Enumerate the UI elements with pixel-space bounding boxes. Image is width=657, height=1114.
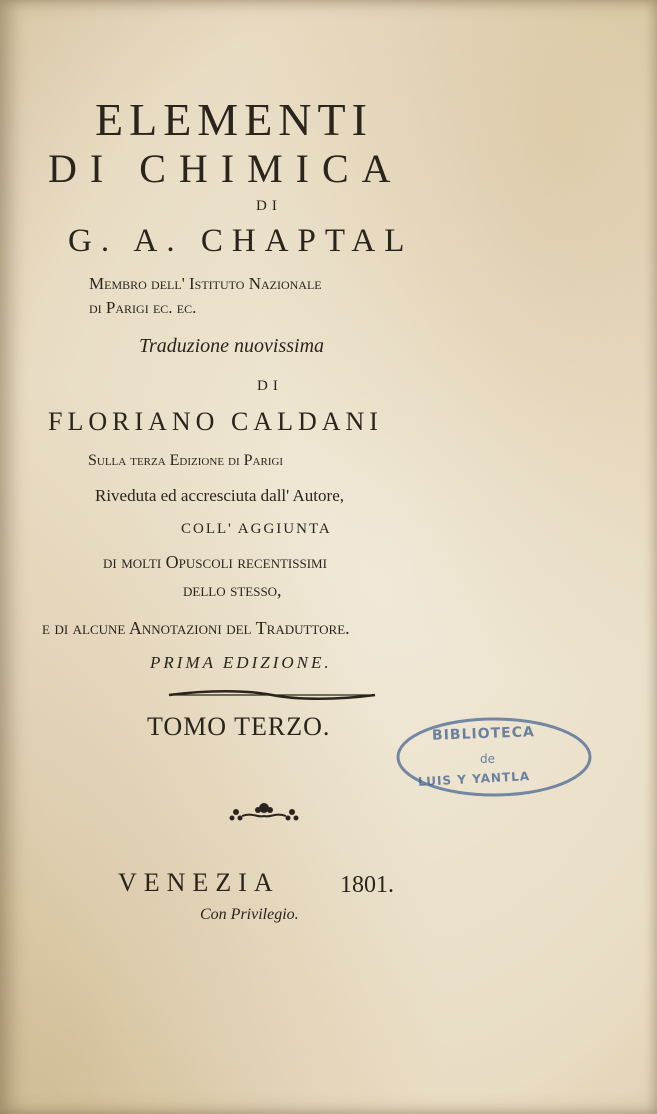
translator-name: FLORIANO CALDANI: [48, 407, 383, 436]
revised-note: Riveduta ed accresciuta dall' Autore,: [95, 486, 344, 505]
author-role-line-2: di Parigi ec. ec.: [89, 298, 197, 317]
imprint-place: VENEZIA: [118, 868, 280, 897]
edition-basis: Sulla terza Edizione di Parigi: [88, 452, 284, 469]
translation-note: Traduzione nuovissima: [139, 335, 325, 357]
stamp-line-3: LUIS Y YANTLA: [417, 769, 531, 789]
ornamental-rule: [167, 688, 377, 702]
addition-heading: COLL' AGGIUNTA: [181, 521, 332, 537]
title-line-2: DI CHIMICA: [48, 146, 404, 191]
title-line-1: ELEMENTI: [95, 94, 373, 145]
by-word-author: DI: [256, 198, 282, 214]
edition-label: PRIMA EDIZIONE.: [150, 653, 332, 672]
volume-label: TOMO TERZO.: [147, 712, 331, 741]
addition-line-1: di molti Opuscoli recentissimi: [103, 552, 327, 572]
by-word-translator: DI: [257, 378, 283, 394]
stamp-line-1: BIBLIOTECA: [431, 724, 536, 744]
addition-line-2: dello stesso,: [183, 580, 282, 600]
imprint-year: 1801.: [340, 872, 394, 898]
addition-line-3: e di alcune Annotazioni del Traduttore.: [42, 618, 350, 638]
fleuron-ornament: [228, 800, 300, 824]
privilege-note: Con Privilegio.: [200, 906, 299, 923]
author-name: G. A. CHAPTAL: [68, 223, 414, 259]
stamp-line-2: de: [480, 752, 495, 766]
author-role-line-1: Membro dell' Istituto Nazionale: [89, 274, 322, 293]
